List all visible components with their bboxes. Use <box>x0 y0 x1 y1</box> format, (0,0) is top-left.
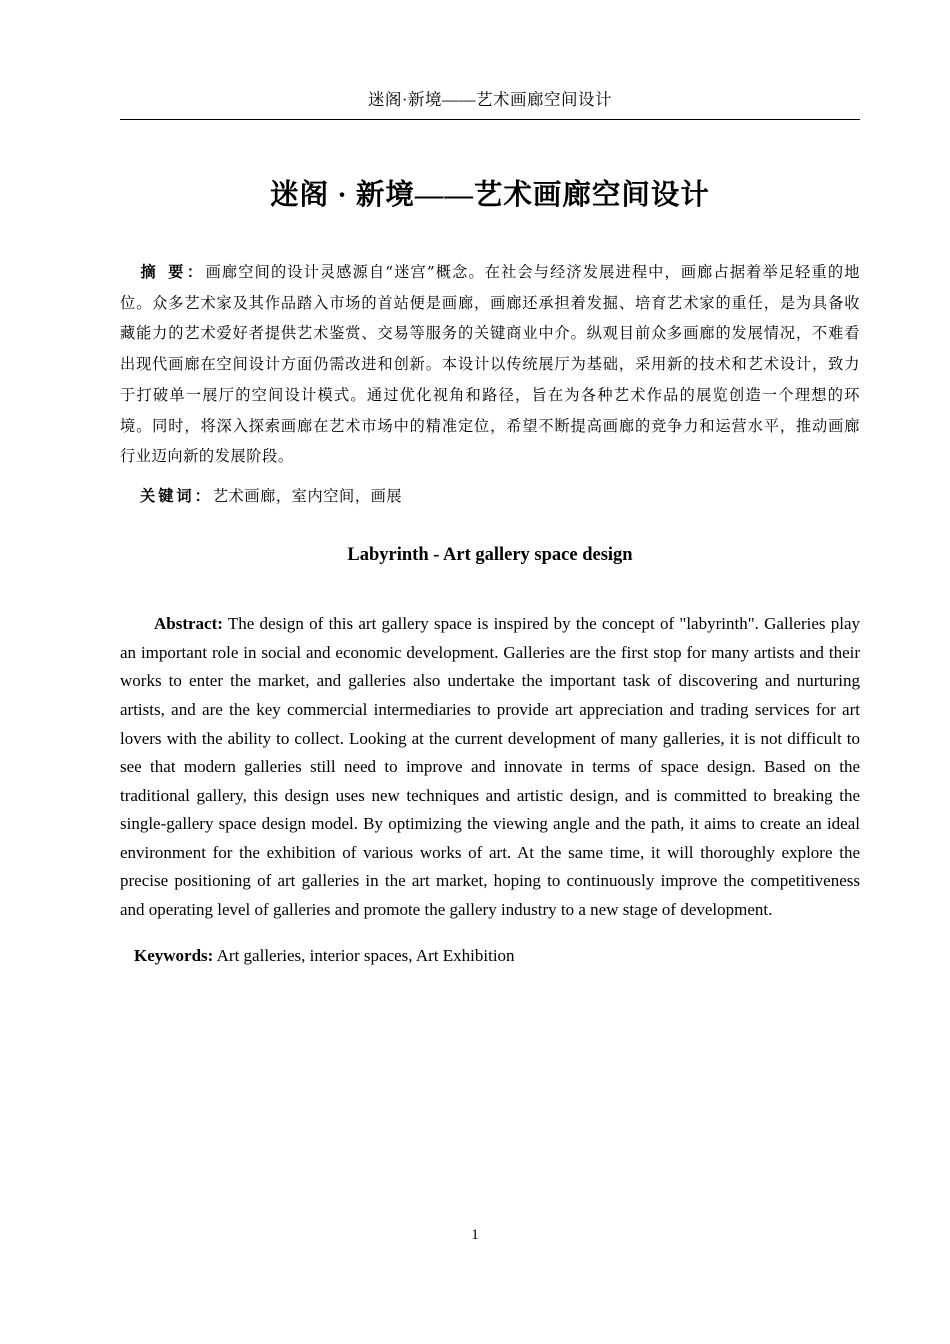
english-keywords-label: Keywords: <box>134 946 214 966</box>
chinese-keywords-line <box>120 481 860 511</box>
chinese-abstract-paragraph <box>120 257 860 472</box>
english-abstract-label: Abstract: <box>154 614 223 634</box>
english-abstract-block <box>120 610 860 924</box>
page-content <box>120 0 860 970</box>
chinese-abstract-label: 摘 要： <box>140 263 206 281</box>
chinese-abstract-block <box>120 257 860 472</box>
header-divider <box>120 119 860 120</box>
chinese-abstract-text: 画廊空间的设计灵感源自“迷宫”概念。在社会与经济发展进程中，画廊占据着举足轻重的地位。众多艺术家及其作品踏入市场的首站便是画廊，画廊还承担着发掘、培育艺术家的重任，是为具备收藏能力的艺术爱好者提供艺术鉴赏、交易等服务的关键商业中介。纵观目前众多画廊的发展情况，不难看出现代画廊在空间设计方面仍需改进和创新。本设计以传统展厅为基础，采用新的技术和艺术设计，致力于打破单一展厅的空间设计模式。通过优化视角和路径，旨在为各种艺术作品的展览创造一个理想的环境。同时，将深入探索画廊在艺术市场中的精准定位，希望不断提高画廊的竞争力和运营水平，推动画廊行业迈向新的发展阶段。 <box>120 263 860 466</box>
english-abstract-text: The design of this art gallery space is inspired by the concept of "labyrinth". Galleries play an important role in social and economic development. Galleries are the first stop for many artists and their works to enter the market, and galleries also undertake the important task of discovering and nurturing artists, and are the key commercial intermediaries to provide art appreciation and trading services for art lovers with the ability to collect. Looking at the current development of many galleries, it is not difficult to see that modern galleries still need to improve and innovate in terms of space design. Based on the traditional gallery, this design uses new techniques and artistic design, and is committed to breaking the single-gallery space design model. By optimizing the viewing angle and the path, it aims to create an ideal environment for the exhibition of various works of art. At the same time, it will thoroughly explore the precise positioning of art galleries in the art market, hoping to continuously improve the competitiveness and operating level of galleries and promote the gallery industry to a new stage of development. <box>120 614 860 919</box>
chinese-keywords-text: 艺术画廊，室内空间，画展 <box>212 486 403 505</box>
page-title: 迷阁 · 新境——艺术画廊空间设计 <box>270 180 710 211</box>
english-title: Labyrinth - Art gallery space design <box>347 545 633 566</box>
running-header: 迷阁·新境——艺术画廊空间设计 <box>368 90 612 109</box>
page-number: 1 <box>471 1227 479 1243</box>
chinese-keywords-label: 关键词： <box>140 486 213 505</box>
english-abstract-paragraph <box>120 610 860 924</box>
english-keywords-text: Art galleries, interior spaces, Art Exhibition <box>213 946 515 966</box>
english-keywords-line <box>120 942 860 969</box>
